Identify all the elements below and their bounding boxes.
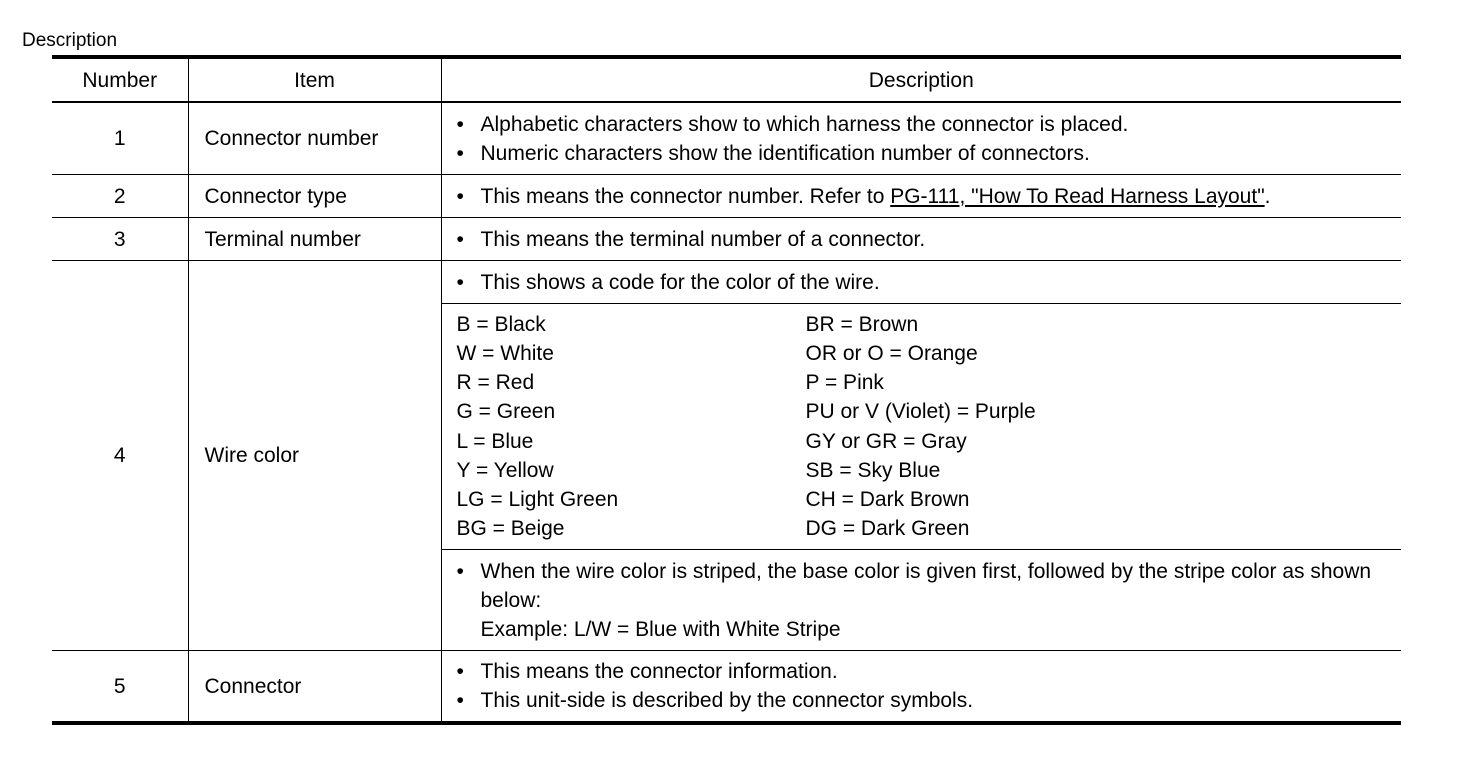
- bullet-text: This shows a code for the color of the wire.: [480, 270, 880, 294]
- striped-example: Example: L/W = Blue with White Stripe: [480, 617, 841, 641]
- table-row: [52, 102, 1401, 175]
- table-row: [52, 218, 1401, 261]
- reference-prefix: This means the connector number. Refer to: [480, 184, 891, 208]
- color-code: BG = Beige: [456, 517, 565, 541]
- table-row: [52, 651, 1401, 724]
- color-code: P = Pink: [805, 371, 884, 395]
- bullet-text: Numeric characters show the identification number of connectors.: [480, 141, 1090, 165]
- row-item: Connector type: [188, 175, 441, 218]
- header-row: [52, 57, 1401, 102]
- row-number: 3: [52, 218, 188, 261]
- bullet-mark: •: [456, 660, 464, 683]
- harness-layout-link[interactable]: PG-111, "How To Read Harness Layout": [890, 184, 1265, 208]
- row-description: [441, 261, 1401, 304]
- color-code: PU or V (Violet) = Purple: [805, 400, 1036, 424]
- header-number: Number: [52, 57, 188, 102]
- bullet-line: [457, 110, 1402, 139]
- color-code: G = Green: [456, 400, 556, 424]
- row-description: [441, 175, 1401, 218]
- row-description: [441, 550, 1401, 651]
- bullet-line: [457, 268, 1402, 297]
- bullet-text: This means the connector information.: [480, 660, 838, 683]
- bullet-mark: •: [456, 141, 464, 165]
- bullet-text: [481, 182, 1402, 211]
- bullet-mark: •: [456, 689, 464, 712]
- color-code: GY or GR = Gray: [805, 429, 967, 453]
- bullet-line: [457, 557, 1402, 644]
- color-code: CH = Dark Brown: [805, 487, 970, 511]
- reference-suffix: .: [1264, 184, 1271, 208]
- color-code: R = Red: [456, 371, 535, 395]
- bullet-line: [457, 225, 1402, 254]
- bullet-mark: •: [456, 227, 464, 251]
- row-item: Connector: [188, 651, 441, 724]
- color-code: Y = Yellow: [456, 458, 554, 482]
- bullet-mark: •: [456, 184, 464, 208]
- bullet-line: [457, 657, 1402, 686]
- description-table: [52, 55, 1401, 725]
- row-item: Terminal number: [188, 218, 441, 261]
- row-item: Wire color: [188, 261, 441, 651]
- color-code: L = Blue: [456, 429, 534, 453]
- table-row: [52, 175, 1401, 218]
- color-code: SB = Sky Blue: [805, 458, 941, 482]
- bullet-text: Alphabetic characters show to which harness the connector is placed.: [480, 112, 1129, 136]
- color-code-grid: [457, 310, 1402, 544]
- bullet-line: [457, 686, 1402, 715]
- row-number: 2: [52, 175, 188, 218]
- wire-color-codes: [441, 304, 1401, 550]
- row-description: [441, 102, 1401, 175]
- color-code: BR = Brown: [805, 312, 919, 336]
- bullet-line: [457, 182, 1402, 211]
- bullet-mark: •: [456, 112, 464, 136]
- table-caption: Description: [22, 30, 118, 51]
- color-code: W = White: [456, 341, 554, 365]
- bullet-text: [481, 557, 1402, 644]
- table-row: [52, 261, 1401, 304]
- row-description: [441, 218, 1401, 261]
- bullet-text: This unit-side is described by the connector symbols.: [480, 689, 974, 712]
- row-number: 4: [52, 261, 188, 651]
- color-code: LG = Light Green: [456, 487, 619, 511]
- row-description: [441, 651, 1401, 724]
- striped-note: When the wire color is striped, the base color is given first, followed by the stripe color as shown below:: [480, 559, 1372, 612]
- row-number: 5: [52, 651, 188, 724]
- header-item: Item: [188, 57, 441, 102]
- header-description: Description: [441, 57, 1401, 102]
- color-code: B = Black: [456, 312, 546, 336]
- bullet-mark: •: [456, 559, 464, 583]
- color-code: OR or O = Orange: [805, 341, 978, 365]
- bullet-text: This means the terminal number of a connector.: [480, 227, 926, 251]
- color-code: DG = Dark Green: [805, 517, 970, 541]
- bullet-line: [457, 139, 1402, 168]
- row-item: Connector number: [188, 102, 441, 175]
- row-number: 1: [52, 102, 188, 175]
- bullet-mark: •: [456, 270, 464, 294]
